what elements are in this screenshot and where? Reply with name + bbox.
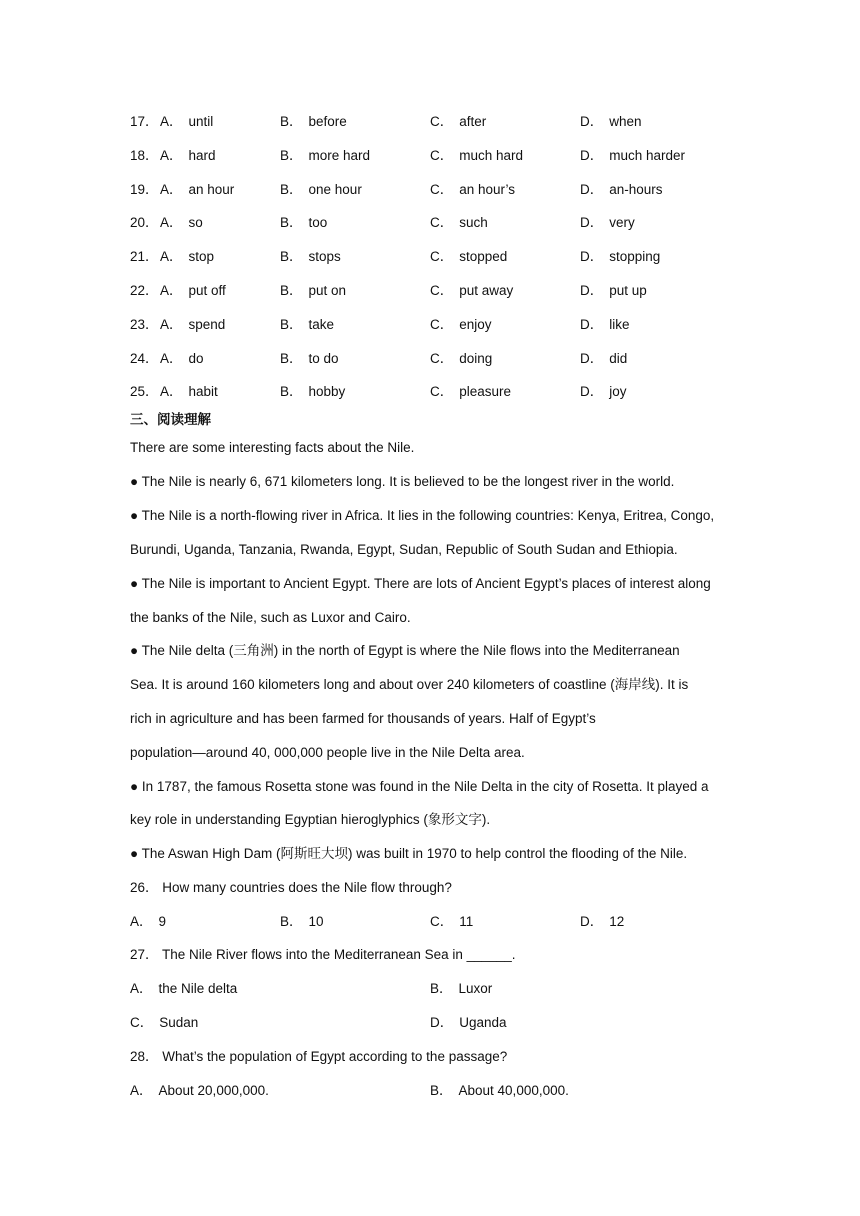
- option-b: B． before: [280, 114, 347, 129]
- option-a: A． the Nile delta: [130, 981, 238, 996]
- passage-line: ● The Nile delta (三角洲) in the north of Egypt is where the Nile flows into the Mediterranean: [130, 643, 680, 658]
- option-a: A． habit: [160, 384, 218, 399]
- option-b: B． more hard: [280, 148, 371, 163]
- question-stem: 28． What’s the population of Egypt according to the passage?: [130, 1049, 508, 1064]
- option-b: B． 10: [280, 914, 324, 929]
- option-c: C． such: [430, 215, 488, 230]
- option-b: B． one hour: [280, 182, 362, 197]
- option-a: A． so: [160, 215, 203, 230]
- option-b: B． Luxor: [430, 981, 493, 996]
- passage-line: ● The Nile is important to Ancient Egypt. There are lots of Ancient Egypt’s places of interest along: [130, 576, 711, 591]
- option-c: C． an hour’s: [430, 182, 516, 197]
- option-c: C． Sudan: [130, 1015, 199, 1030]
- question-number: 25．: [130, 384, 159, 399]
- question-number: 18．: [130, 148, 159, 163]
- option-c: C． put away: [430, 283, 514, 298]
- passage-intro: There are some interesting facts about the Nile.: [130, 440, 415, 455]
- section-title: 三、阅读理解: [130, 412, 211, 427]
- passage-line: rich in agriculture and has been farmed for thousands of years. Half of Egypt’s: [130, 711, 596, 726]
- option-b: B． About 40,000,000.: [430, 1083, 569, 1098]
- passage-line: key role in understanding Egyptian hieroglyphics (象形文字).: [130, 812, 491, 827]
- question-number: 23．: [130, 317, 159, 332]
- option-b: B． put on: [280, 283, 347, 298]
- option-a: A． an hour: [160, 182, 235, 197]
- passage-line: ● The Nile is a north-flowing river in Africa. It lies in the following countries: Kenya, Eritrea, Congo,: [130, 508, 715, 523]
- option-a: A． until: [160, 114, 214, 129]
- option-d: D． joy: [580, 384, 627, 399]
- option-c: C． doing: [430, 351, 493, 366]
- question-stem: 27． The Nile River flows into the Mediterranean Sea in ______.: [130, 947, 516, 962]
- option-c: C． after: [430, 114, 487, 129]
- option-b: B． hobby: [280, 384, 346, 399]
- question-number: 20．: [130, 215, 159, 230]
- question-number: 17．: [130, 114, 159, 129]
- question-number: 21．: [130, 249, 159, 264]
- option-d: D． when: [580, 114, 642, 129]
- option-a: A． hard: [160, 148, 216, 163]
- question-stem: 26． How many countries does the Nile flow through?: [130, 880, 452, 895]
- option-d: D． an-hours: [580, 182, 663, 197]
- option-c: C． much hard: [430, 148, 524, 163]
- option-d: D． like: [580, 317, 630, 332]
- passage-line: population—around 40, 000,000 people live in the Nile Delta area.: [130, 745, 525, 760]
- option-d: D． very: [580, 215, 635, 230]
- passage-line: Sea. It is around 160 kilometers long and about over 240 kilometers of coastline (海岸线). It is: [130, 677, 689, 692]
- option-a: A． stop: [160, 249, 215, 264]
- option-c: C． pleasure: [430, 384, 512, 399]
- option-c: C． 11: [430, 914, 474, 929]
- option-a: A． spend: [160, 317, 226, 332]
- option-b: B． too: [280, 215, 328, 230]
- option-d: D． stopping: [580, 249, 661, 264]
- option-d: D． put up: [580, 283, 647, 298]
- option-d: D． did: [580, 351, 628, 366]
- option-a: A． About 20,000,000.: [130, 1083, 269, 1098]
- option-a: A． 9: [130, 914, 167, 929]
- passage-line: the banks of the Nile, such as Luxor and Cairo.: [130, 610, 411, 625]
- passage-line: ● The Aswan High Dam (阿斯旺大坝) was built in 1970 to help control the flooding of the Nile.: [130, 846, 688, 861]
- option-c: C． enjoy: [430, 317, 492, 332]
- question-number: 19．: [130, 182, 159, 197]
- passage-line: ● In 1787, the famous Rosetta stone was found in the Nile Delta in the city of Rosetta. It played a: [130, 779, 709, 794]
- passage-line: ● The Nile is nearly 6, 671 kilometers long. It is believed to be the longest river in the world.: [130, 474, 675, 489]
- option-a: A． put off: [160, 283, 226, 298]
- option-a: A． do: [160, 351, 204, 366]
- option-d: D． much harder: [580, 148, 686, 163]
- option-b: B． take: [280, 317, 335, 332]
- option-d: D． Uganda: [430, 1015, 507, 1030]
- passage-line: Burundi, Uganda, Tanzania, Rwanda, Egypt, Sudan, Republic of South Sudan and Ethiopia.: [130, 542, 678, 557]
- option-b: B． to do: [280, 351, 339, 366]
- option-d: D． 12: [580, 914, 625, 929]
- question-number: 24．: [130, 351, 159, 366]
- question-number: 22．: [130, 283, 159, 298]
- option-c: C． stopped: [430, 249, 508, 264]
- option-b: B． stops: [280, 249, 341, 264]
